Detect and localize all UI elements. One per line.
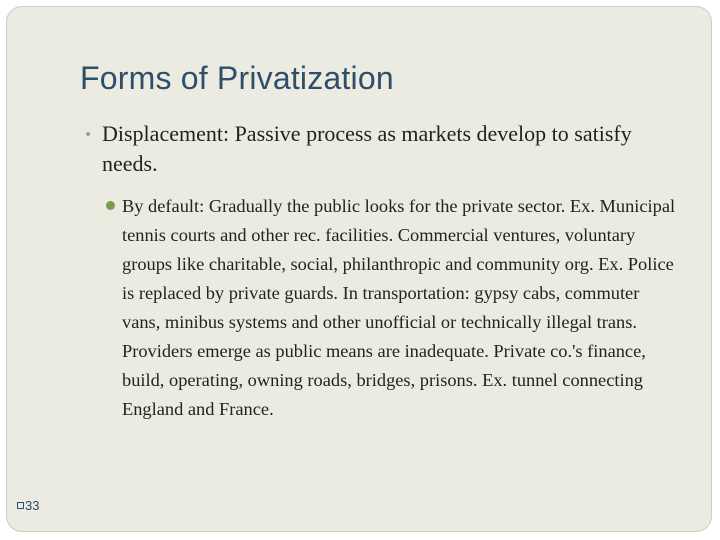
bullet-level-1 xyxy=(84,119,674,179)
bullet-level-2 xyxy=(106,192,682,424)
bullet-marker-icon: • xyxy=(84,127,93,143)
bullet-level-2-text: By default: Gradually the public looks for the private sector. Ex. Municipal tennis courts and other rec. facilities. Commercial ventures, voluntary groups like charitable, social, philanthropic and community org. Ex. Police is replaced by private guards. In transportation: gypsy cabs, commuter vans, minibus systems and other unofficial or technically illegal trans. Providers emerge as public means are inadequate. Private co.'s finance, build, operating, owning roads, bridges, prisons. Ex. tunnel connecting England and France. xyxy=(122,196,676,419)
bullet-level-1-text: Displacement: Passive process as markets develop to satisfy needs. xyxy=(102,121,632,176)
slide-title: Forms of Privatization xyxy=(80,60,394,96)
page-number xyxy=(17,498,39,513)
page-number-marker-icon xyxy=(17,502,24,509)
green-bullet-icon xyxy=(106,201,115,210)
page-number-text: 33 xyxy=(25,498,40,513)
